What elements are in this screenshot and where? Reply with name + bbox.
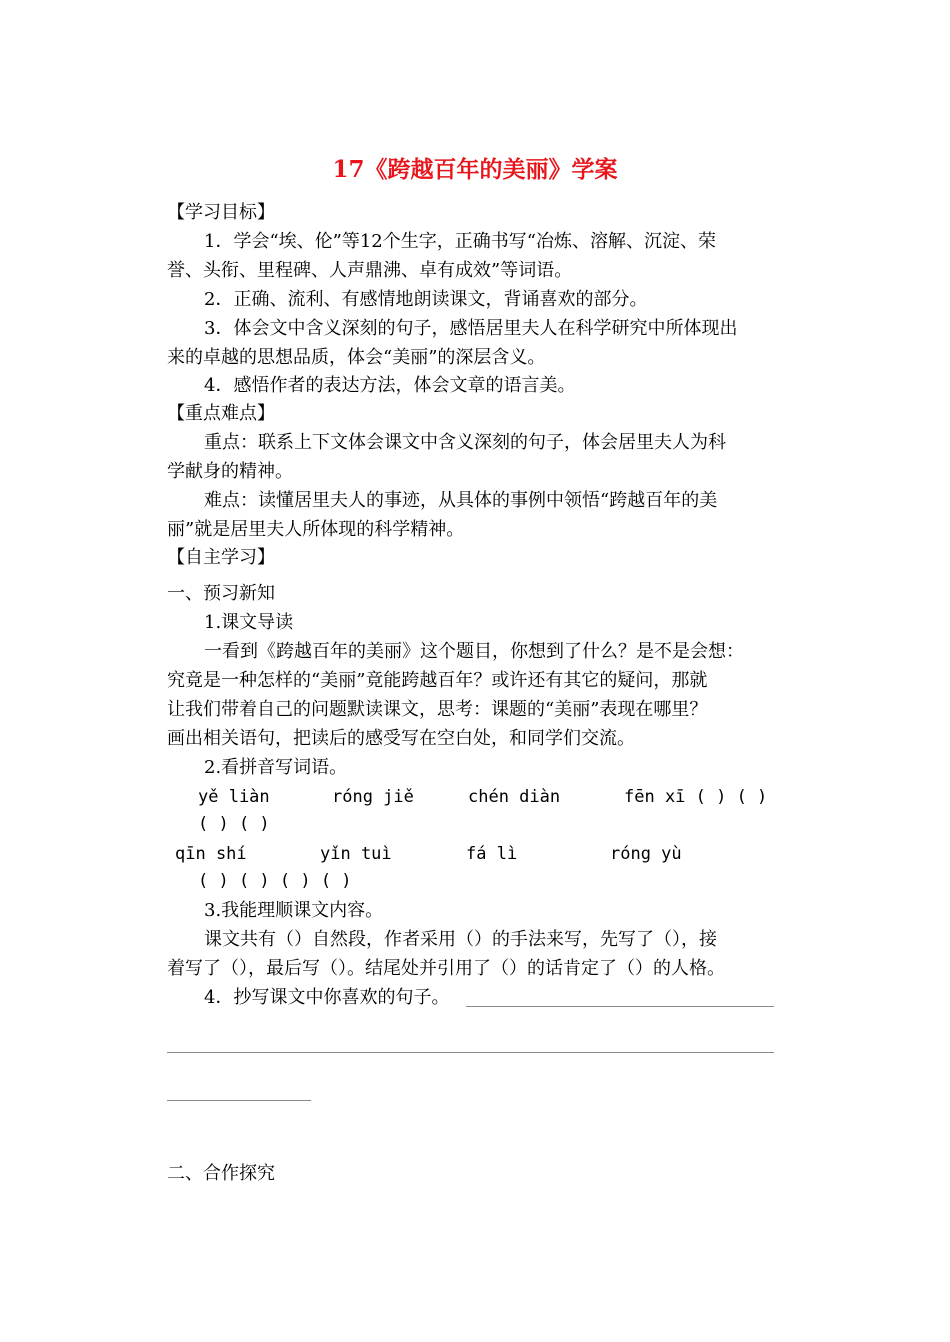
key-heading: 【重点难点】 xyxy=(167,403,275,424)
objective-1b: 誉、头衔、里程碑、人声鼎沸、卓有成效”等词语。 xyxy=(167,260,573,281)
copy-answer-line-2[interactable] xyxy=(167,1052,774,1053)
guide-line-4: 画出相关语句，把读后的感受写在空白处，和同学们交流。 xyxy=(167,728,635,749)
page-title: 17《跨越百年的美丽》学案 xyxy=(332,156,618,183)
copy-sentence-item: 4．抄写课文中你喜欢的句子。 xyxy=(204,987,450,1008)
key-point-b: 学献身的精神。 xyxy=(167,461,293,482)
guide-line-1: 一看到《跨越百年的美丽》这个题目，你想到了什么？是不是会想： xyxy=(204,641,744,662)
guide-line-2: 究竟是一种怎样的“美丽”竟能跨越百年？或许还有其它的疑问，那就 xyxy=(167,670,708,691)
pinyin-word-4: fēn xī ( ) ( ) xyxy=(624,787,768,807)
content-heading: 3.我能理顺课文内容。 xyxy=(204,900,384,921)
pinyin-word-6: yǐn tuì xyxy=(320,844,392,864)
copy-answer-line-1[interactable] xyxy=(466,1006,774,1007)
guide-heading: 1.课文导读 xyxy=(204,612,294,633)
part2-heading: 二、合作探究 xyxy=(167,1163,275,1184)
objective-1a: 1．学会“埃、伦”等12个生字，正确书写“冶炼、溶解、沉淀、荣 xyxy=(204,231,716,252)
objectives-heading: 【学习目标】 xyxy=(167,202,275,223)
pinyin-word-2: róng jiě xyxy=(332,787,414,807)
pinyin-word-5: qīn shí xyxy=(175,844,247,864)
objective-2: 2．正确、流利、有感情地朗读课文，背诵喜欢的部分。 xyxy=(204,289,648,310)
objective-4: 4．感悟作者的表达方法，体会文章的语言美。 xyxy=(204,375,576,396)
pinyin-word-8: róng yù xyxy=(610,844,682,864)
pinyin-word-1: yě liàn xyxy=(198,787,270,807)
pinyin-heading: 2.看拼音写词语。 xyxy=(204,757,348,778)
content-line-2: 着写了（），最后写（）。结尾处并引用了（）的话肯定了（）的人格。 xyxy=(167,958,725,979)
copy-answer-line-3[interactable] xyxy=(167,1100,311,1101)
pinyin-row2-blanks: ( ) ( ) ( ) ( ) xyxy=(198,871,352,891)
self-study-heading: 【自主学习】 xyxy=(167,547,275,568)
content-line-1: 课文共有（）自然段，作者采用（）的手法来写，先写了（），接 xyxy=(204,929,717,950)
pinyin-word-7: fá lì xyxy=(466,844,518,864)
difficulty-b: 丽”就是居里夫人所体现的科学精神。 xyxy=(167,519,465,540)
pinyin-word-3: chén diàn xyxy=(468,787,561,807)
part1-heading: 一、预习新知 xyxy=(167,583,275,604)
guide-line-3: 让我们带着自己的问题默读课文，思考：课题的“美丽”表现在哪里？ xyxy=(167,699,708,720)
pinyin-row1-blanks: ( ) ( ) xyxy=(198,814,270,834)
difficulty-a: 难点：读懂居里夫人的事迹，从具体的事例中领悟“跨越百年的美 xyxy=(204,490,718,511)
objective-3b: 来的卓越的思想品质，体会“美丽”的深层含义。 xyxy=(167,347,546,368)
key-point-a: 重点：联系上下文体会课文中含义深刻的句子，体会居里夫人为科 xyxy=(204,432,726,453)
objective-3a: 3．体会文中含义深刻的句子，感悟居里夫人在科学研究中所体现出 xyxy=(204,318,738,339)
